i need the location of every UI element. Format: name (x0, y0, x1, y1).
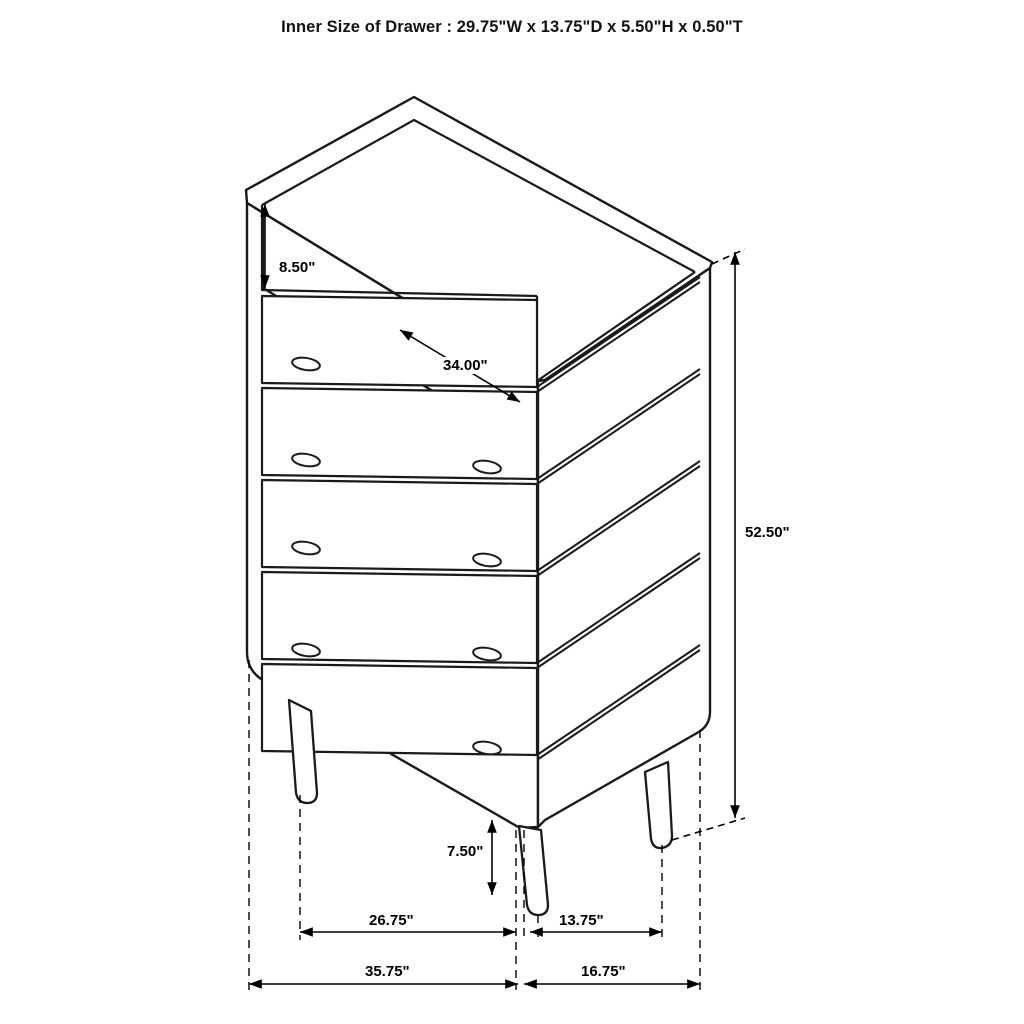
dim-label-top-depth: 34.00" (440, 357, 491, 374)
dim-label-overall-width: 35.75" (362, 963, 413, 980)
dim-label-front-leg-span: 26.75" (366, 912, 417, 929)
dim-label-overall-height: 52.50" (742, 524, 793, 541)
dim-label-overall-depth: 16.75" (578, 963, 629, 980)
dim-label-leg-height: 7.50" (444, 843, 486, 860)
dim-label-top-panel-height: 8.50" (276, 259, 318, 276)
page-title: Inner Size of Drawer : 29.75"W x 13.75"D x 5.50"H x 0.50"T (281, 18, 743, 36)
dim-label-side-leg-span: 13.75" (556, 912, 607, 929)
